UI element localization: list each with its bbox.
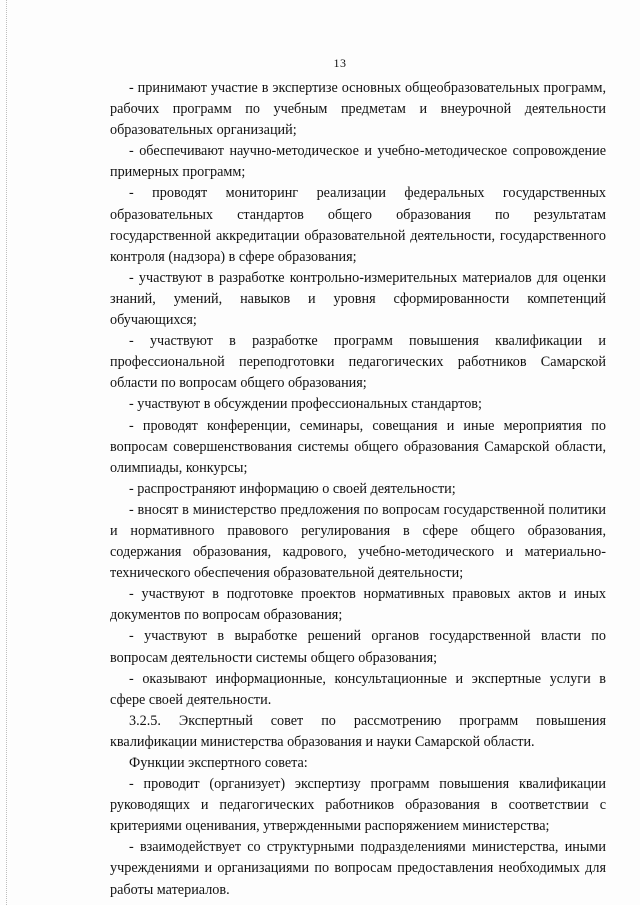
document-body xyxy=(110,78,606,901)
list-item-proposals: - вносят в министерство предложения по вопросам государственной политики и нормативного правового регулирования в сфере общего образования, содержания образования, кадрового, учебно-методического и материально-технического обеспечения образовательной деятельности; xyxy=(110,501,606,582)
list-item-services: - оказывают информационные, консультационные и экспертные услуги в сфере своей деятельности. xyxy=(110,670,606,708)
binding-edge-mark xyxy=(6,0,8,905)
list-item-information: - распространяют информацию о своей деятельности; xyxy=(129,480,456,497)
section-heading-3-2-5: 3.2.5. Экспертный совет по рассмотрению программ повышения квалификации министерства образования и науки Самарской области. xyxy=(110,712,606,750)
list-item-professional-standards: - участвуют в обсуждении профессиональных стандартов; xyxy=(129,396,482,413)
list-item-expertise: - принимают участие в экспертизе основных общеобразовательных программ, рабочих программ по учебным предметам и внеурочной деятельности образовательных организаций; xyxy=(110,80,606,139)
list-item-conferences: - проводят конференции, семинары, совещания и иные мероприятия по вопросам совершенствования системы общего образования Самарской области, олимпиады, конкурсы; xyxy=(110,417,606,476)
page-number: 13 xyxy=(333,56,347,70)
list-item-decisions: - участвуют в выработке решений органов государственной власти по вопросам деятельности системы общего образования; xyxy=(110,628,606,666)
list-item-monitoring: - проводят мониторинг реализации федеральных государственных образовательных стандартов общего образования по результатам государственной аккредитации образовательной деятельности, государственного контроля (надзора) в сфере образования; xyxy=(110,185,606,265)
list-item-methodical-support: - обеспечивают научно-методическое и учебно-методическое сопровождение примерных программ; xyxy=(110,143,606,181)
list-item-measurement-materials: - участвуют в разработке контрольно-измерительных материалов для оценки знаний, умений, навыков и уровня сформированности компетенций обучающихся; xyxy=(110,269,606,329)
functions-heading: Функции экспертного совета: xyxy=(129,755,308,771)
list-item-program-expertise: - проводит (организует) экспертизу программ повышения квалификации руководящих и педагогических работников образования в соответствии с критериями оценивания, утвержденными распоряжением министерства; xyxy=(110,776,606,835)
list-item-interaction: - взаимодействует со структурными подразделениями министерства, иными учреждениями и организациями по вопросам предоставления необходимых для работы материалов. xyxy=(110,839,606,898)
list-item-training-programs: - участвуют в разработке программ повышения квалификации и профессиональной переподготовки педагогических работников Самарской области по вопросам общего образования; xyxy=(110,333,606,392)
list-item-legal-acts: - участвуют в подготовке проектов нормативных правовых актов и иных документов по вопросам образования; xyxy=(110,586,606,624)
